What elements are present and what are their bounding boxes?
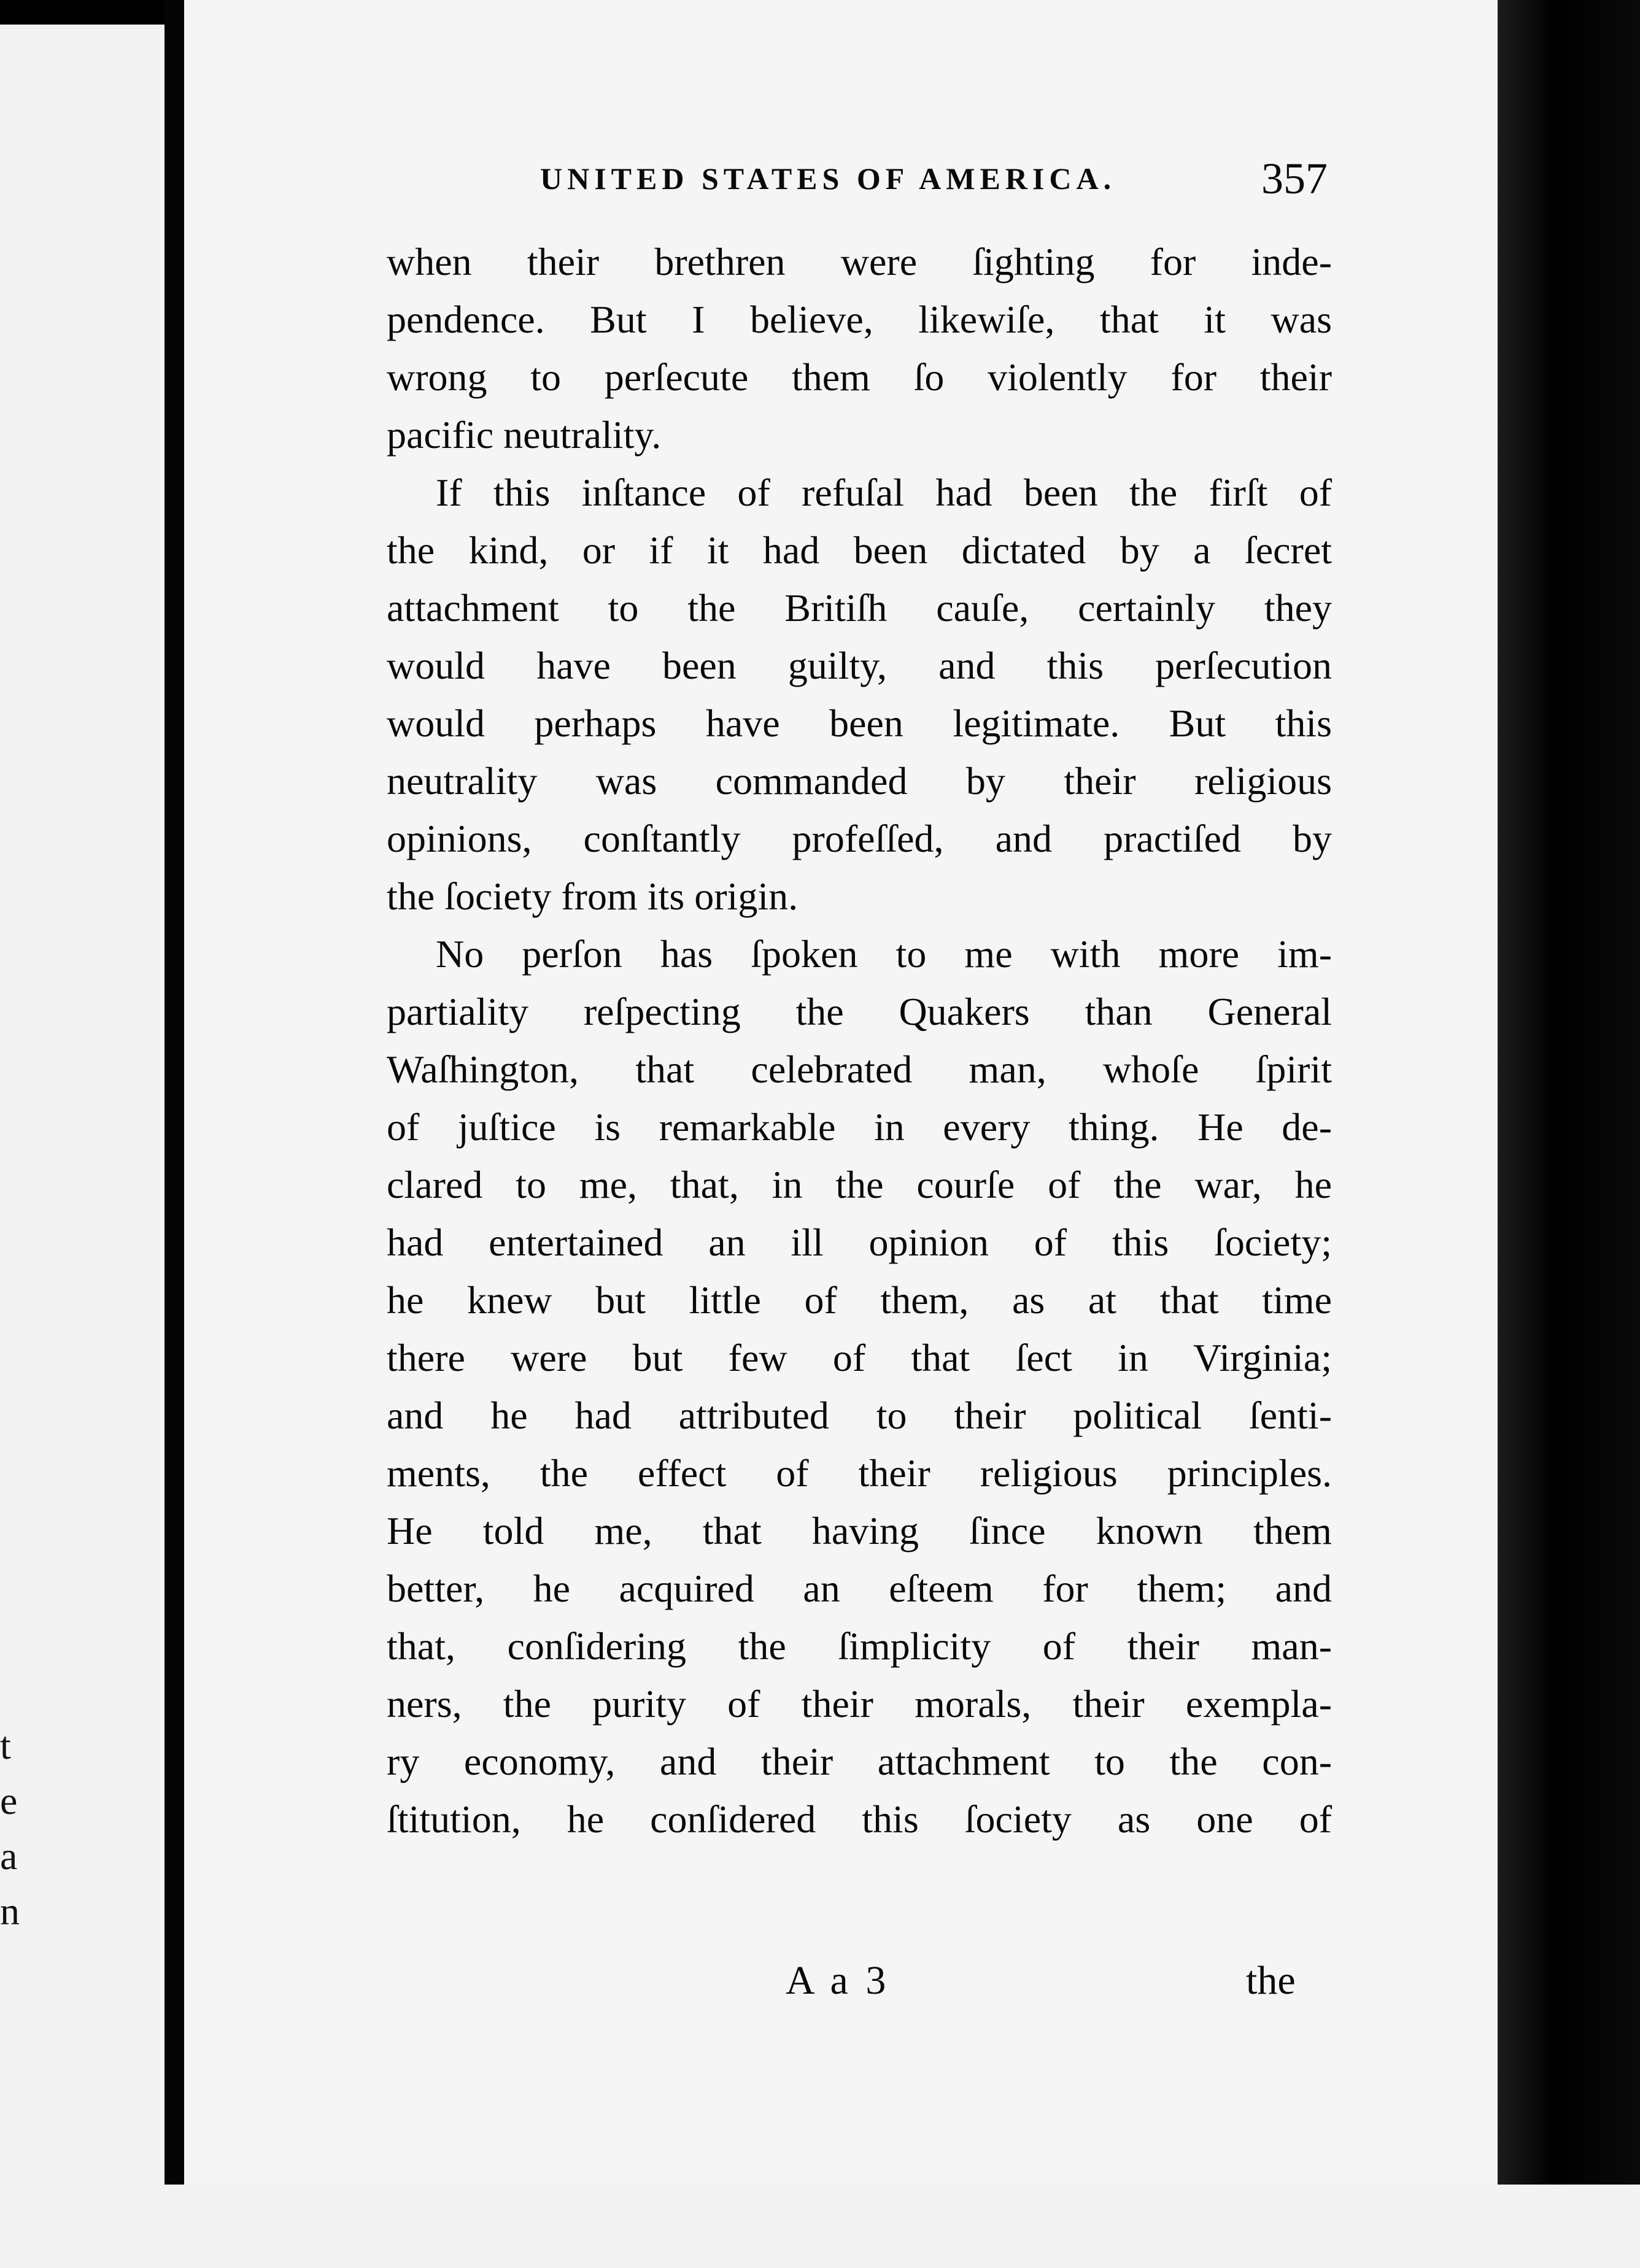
text-line: Waſhington, that celebrated man, whoſe ſpirit bbox=[387, 1047, 1332, 1091]
text-line: when their brethren were ſighting for inde- bbox=[387, 240, 1332, 284]
body-text bbox=[387, 233, 1332, 1848]
left-page-edge-text bbox=[0, 1718, 25, 1939]
text-line: and he had attributed to their political ſenti- bbox=[387, 1394, 1332, 1437]
text-line: wrong to perſecute them ſo violently for their bbox=[387, 355, 1332, 399]
text-line: of juſtice is remarkable in every thing. He de- bbox=[387, 1105, 1332, 1149]
page-edge-shadow bbox=[1498, 0, 1640, 2268]
text-line: clared to me, that, in the courſe of the war, he bbox=[387, 1163, 1332, 1206]
page-number: 357 bbox=[1261, 154, 1328, 203]
bottom-margin bbox=[0, 2185, 1640, 2268]
text-line: partiality reſpecting the Quakers than General bbox=[387, 990, 1332, 1033]
signature-mark: A a 3 bbox=[786, 1958, 890, 2003]
left-edge-letter: t bbox=[0, 1724, 11, 1767]
left-edge-letter: a bbox=[0, 1834, 18, 1878]
text-line: that, conſidering the ſimplicity of their man- bbox=[387, 1624, 1332, 1668]
text-line: the kind, or if it had been dictated by a ſecret bbox=[387, 528, 1332, 572]
text-line: ry economy, and their attachment to the con- bbox=[387, 1740, 1332, 1783]
text-line: better, he acquired an eſteem for them; and bbox=[387, 1567, 1332, 1610]
text-line: He told me, that having ſince known them bbox=[387, 1509, 1332, 1552]
text-line: there were but few of that ſect in Virginia; bbox=[387, 1336, 1332, 1379]
text-line: ners, the purity of their morals, their exempla- bbox=[387, 1682, 1332, 1726]
text-line: ſtitution, he conſidered this ſociety as one of bbox=[387, 1797, 1332, 1841]
text-line: the ſociety from its origin. bbox=[387, 874, 799, 918]
text-line: would perhaps have been legitimate. But this bbox=[387, 701, 1332, 745]
left-edge-letter: e bbox=[0, 1779, 18, 1822]
text-line: If this inſtance of refuſal had been the firſt of bbox=[436, 471, 1332, 514]
text-line: had entertained an ill opinion of this ſociety; bbox=[387, 1221, 1332, 1264]
text-line: neutrality was commanded by their religious bbox=[387, 759, 1332, 803]
running-head: UNITED STATES OF AMERICA. bbox=[540, 161, 1116, 196]
text-line: he knew but little of them, as at that time bbox=[387, 1278, 1332, 1322]
text-line: No perſon has ſpoken to me with more im- bbox=[436, 932, 1332, 976]
left-page bbox=[0, 25, 164, 2185]
catchword: the bbox=[1246, 1958, 1296, 2003]
left-edge-letter: n bbox=[0, 1889, 20, 1933]
text-line: opinions, conſtantly profeſſed, and practiſed by bbox=[387, 817, 1332, 860]
text-line: would have been guilty, and this perſecution bbox=[387, 644, 1332, 687]
text-line: attachment to the Britiſh cauſe, certainly they bbox=[387, 586, 1332, 630]
text-line: pacific neutrality. bbox=[387, 413, 662, 457]
text-line: pendence. But I believe, likewiſe, that it was bbox=[387, 298, 1332, 341]
text-line: ments, the effect of their religious principles. bbox=[387, 1451, 1332, 1495]
